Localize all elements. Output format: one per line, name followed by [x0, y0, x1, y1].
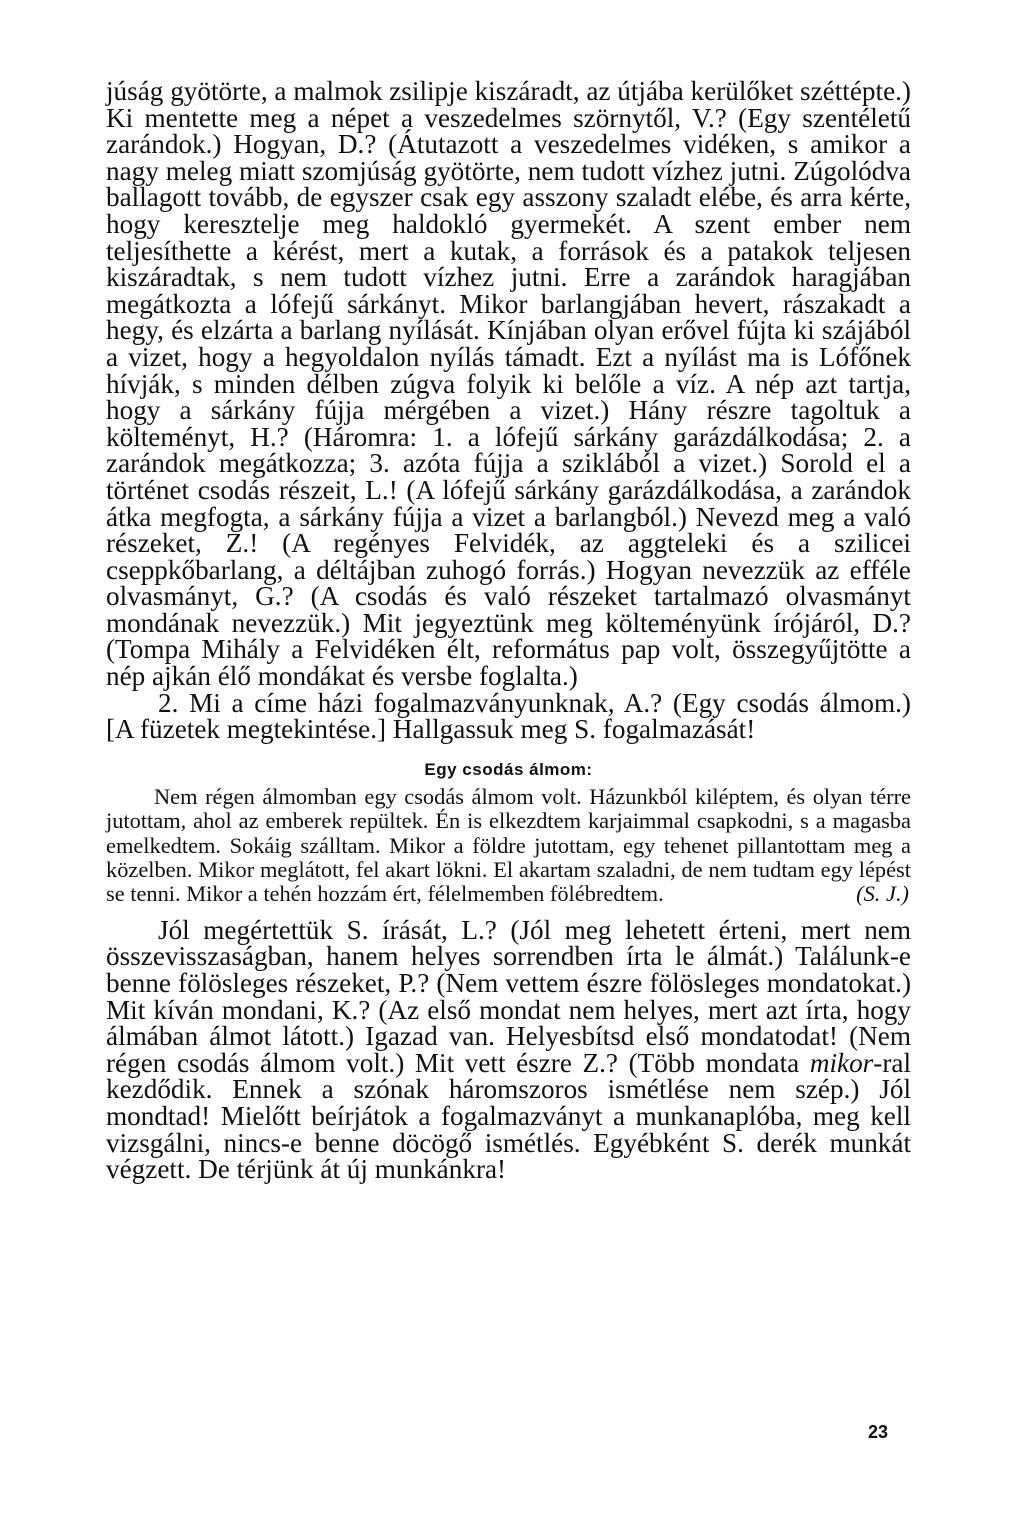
- page-body: [106, 78, 911, 1183]
- closing-italic-word: mikor: [809, 1047, 874, 1078]
- paragraph-legend-discussion: júság gyötörte, a malmok zsilipje kiszáradt, az útjába kerülőket széttépte.) Ki mentette meg a népet a veszedelmes szörnytől, V.? (Egy szentéletű zarándok.) Hogyan, D.? (Átutazott a veszedelmes vidéken, s amikor a nagy meleg miatt szomjúság gyötörte, nem tudott vízhez jutni. Zúgolódva ballagott tovább, de egyszer csak egy asszony szaladt elébe, és arra kérte, hogy keresztelje meg haldokló gyermekét. A szent ember nem teljesíthette a kérést, mert a kutak, a források és a patakok teljesen kiszáradtak, s nem tudott vízhez jutni. Erre a zarándok haragjában megátkozta a lófejű sárkányt. Mikor barlangjában hevert, rászakadt a hegy, és elzárta a barlang nyílását. Kínjában olyan erővel fújta ki szájából a vizet, hogy a hegyoldalon nyílás támadt. Ezt a nyílást ma is Lófőnek hívják, s minden délben zúgva folyik ki belőle a víz. A nép azt tartja, hogy a sárkány fújja mérgében a vizet.) Hány részre tagoltuk a költeményt, H.? (Háromra: 1. a lófejű sárkány garázdálkodása; 2. a zarándok megátkozza; 3. azóta fújja a sziklából a vizet.) Sorold el a történet csodás részeit, L.! (A lófejű sárkány garázdálkodása, a zarándok átka megfogta, a sárkány fújja a vizet a barlangból.) Nevezd meg a való részeket, Z.! (A regényes Felvidék, az aggteleki és a szilicei cseppkőbarlang, a déltájban zuhogó forrás.) Hogyan nevezzük az efféle olvasmányt, G.? (A csodás és való részeket tartalmazó olvasmányt mondának nevezzük.) Mit jegyeztünk meg költeményünk írójáról, D.? (Tompa Mihály a Felvidéken élt, református pap volt, összegyűjtötte a nép ajkán élő mondákat és versbe foglalta.): [106, 76, 911, 692]
- closing-text-part1: Jól megértettük S. írását, L.? (Jól meg lehetett érteni, mert nem összevisszaságban, hanem helyes sorrendben írta le álmát.) Találunk-e benne fölösleges részeket, P.? (Nem vettem észre fölösleges mondatokat.) Mit kíván mondani, K.? (Az első mondat nem helyes, mert azt írta, hogy álmában álmot látott.) Igazad van. Helyesbítsd első mondatodat! (Nem régen csodás álmom volt.) Mit vett észre Z.? (Több mondata: [106, 914, 911, 1078]
- paragraph-homework-question: 2. Mi a címe házi fogalmazványunknak, A.? (Egy csodás álmom.) [A füzetek megtekintése.] Hallgassuk meg S. fogalmazását!: [106, 687, 911, 745]
- paragraph-closing-discussion: [106, 914, 911, 1185]
- composition-text: [106, 785, 911, 907]
- page-number: 23: [868, 1422, 889, 1442]
- composition-title: Egy csodás álmom:: [424, 759, 593, 779]
- composition-signature: (S. J.): [856, 881, 909, 907]
- composition-body: Nem régen álmomban egy csodás álmom volt. Házunkból kiléptem, és olyan térre jutottam, ahol az emberek repültek. Én is elkezdtem karjaimmal csapkodni, s a magasba emelkedtem. Sokáig szálltam. Mikor a földre jutottam, egy tehenet pillantottam meg a közelben. Mikor meglátott, fel akart lökni. El akartam szaladni, de nem tudtam egy lépést se tenni. Mikor a tehén hozzám ért, félelmemben fölébredtem.: [106, 783, 911, 907]
- closing-text-part2: -ral kezdődik. Ennek a szónak háromszoros ismétlése nem szép.) Jól mondtad! Mielőtt beírjátok a fogalmazványt a munkanaplóba, meg kell vizsgálni, nincs-e benne döcögő ismétlés. Egyébként S. derék munkát végzett. De térjünk át új munkánkra!: [106, 1047, 911, 1185]
